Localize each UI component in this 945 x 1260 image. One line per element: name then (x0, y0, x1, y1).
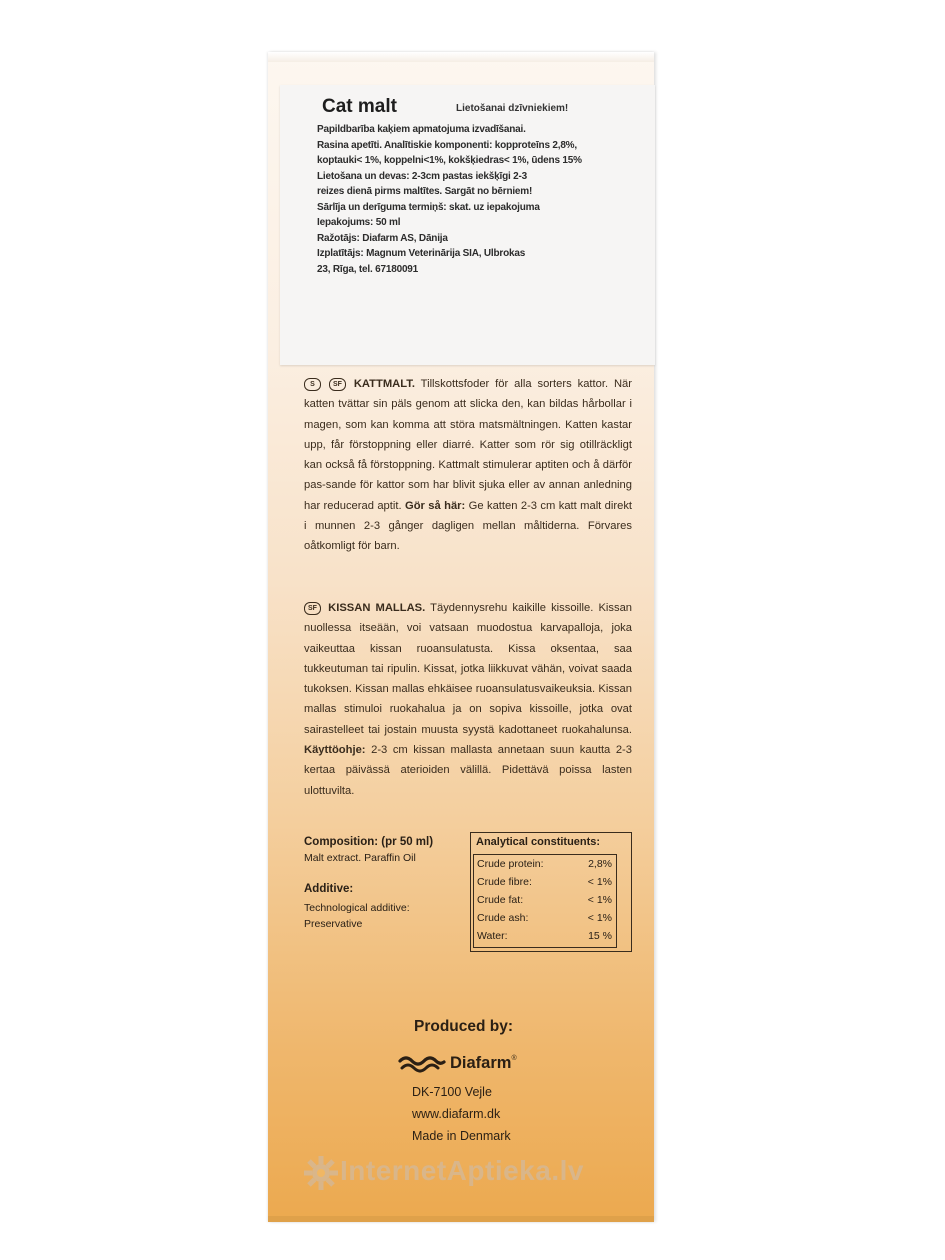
analytical-row (477, 876, 615, 892)
analytical-label: Crude fat: (477, 894, 524, 906)
analytical-label: Crude protein: (477, 858, 544, 870)
analytical-row (477, 912, 615, 928)
watermark-gear-icon (303, 1155, 339, 1191)
box-bottom-edge (268, 1216, 654, 1222)
diafarm-wave-logo-icon (398, 1053, 446, 1077)
producer-website: www.diafarm.dk (412, 1107, 501, 1121)
sticker-line: Papildbarība kaķiem apmatojuma izvadīšanai. (317, 124, 526, 135)
sticker-line: Izplatītājs: Magnum Veterinārija SIA, Ulbrokas (317, 248, 526, 259)
lang-badge-sf: SF (304, 602, 321, 615)
watermark-text: InternetAptieka.lv (340, 1155, 584, 1186)
swedish-how-label: Gör så här: (405, 499, 466, 512)
sticker-line: Ražotājs: Diafarm AS, Dānija (317, 232, 448, 244)
analytical-row (477, 858, 615, 874)
analytical-value: < 1% (587, 876, 612, 888)
analytical-title: Analytical constituents: (476, 836, 601, 848)
additive-line: Preservative (304, 918, 363, 930)
sticker-title: Cat malt (322, 96, 397, 117)
swedish-heading: KATTMALT. (353, 378, 415, 390)
analytical-value: < 1% (587, 912, 612, 924)
diafarm-brand-text: Diafarm (450, 1054, 512, 1072)
analytical-value: 15 % (588, 930, 612, 942)
producer-address: DK-7100 Vejle (412, 1085, 492, 1099)
analytical-label: Crude ash: (477, 912, 529, 924)
analytical-row (477, 930, 615, 946)
analytical-value: 2,8% (588, 858, 612, 870)
sticker-text (317, 122, 647, 277)
diafarm-brand (450, 1054, 517, 1073)
additive-text (304, 900, 410, 932)
swedish-paragraph (304, 374, 632, 557)
analytical-label: Crude fibre: (477, 876, 532, 888)
composition-text: Malt extract. Paraffin Oil (304, 852, 416, 864)
analytical-label: Water: (477, 930, 508, 942)
registered-mark: ® (511, 1055, 517, 1062)
sticker-line: Lietošana un devas: 2-3cm pastas iekšķīgi 2-3 (317, 170, 527, 182)
sticker-line: Rasina apetīti. Analītiskie komponenti: kopproteīns 2,8%, (317, 139, 577, 151)
lang-badge-s: S (304, 378, 321, 391)
finnish-text: Täydennysrehu kaikille kissoille. Kissan nuollessa itseään, voi vatsaan muodostua karvapalloja, joka vaikeuttaa kissan ruoansulatusta. Kissa oksentaa, saa tukkeutuman tai ripulin. Kissat, jotka liikkuvat vähän, voivat saada tukoksen. Kissan mallas ehkäisee ruoansulatusvaikeuksia. Kissan mallas stimuloi ruokahalua ja on sopiva kissoille, jotka ovat sairastelleet tai jostain muusta syystä kadottaneet ruokahalunsa. (304, 602, 633, 736)
swedish-instructions: Ge katten 2-3 cm katt malt direkt i munnen 2-3 gånger dagligen mellan måltiderna. Förvares oåtkomligt för barn. (304, 499, 633, 553)
sticker-subtitle: Lietošanai dzīvniekiem! (456, 103, 569, 114)
sticker-line: 23, Rīga, tel. 67180091 (317, 263, 419, 275)
additive-line: Technological additive: (304, 902, 410, 914)
sticker-line: reizes dienā pirms maltītes. Sargāt no bērniem! (317, 186, 533, 197)
composition-title: Composition: (pr 50 ml) (304, 836, 434, 848)
sticker-line: koptauki< 1%, koppelni<1%, kokšķiedras< 1%, ūdens 15% (317, 155, 582, 166)
lang-badge-sf: SF (329, 378, 346, 391)
analytical-row (477, 894, 615, 910)
finnish-paragraph (304, 598, 632, 801)
finnish-instructions: 2-3 cm kissan mallasta annetaan suun kautta 2-3 kertaa päivässä aterioiden välillä. Pidettävä poissa lasten ulottuvilta. (304, 744, 633, 797)
additive-title: Additive: (304, 883, 354, 895)
box-top-flap (268, 52, 654, 62)
sticker-line: Iepakojums: 50 ml (317, 217, 401, 228)
analytical-value: < 1% (587, 894, 612, 906)
produced-by-title: Produced by: (414, 1018, 514, 1035)
finnish-heading: KISSAN MALLAS. (328, 602, 426, 614)
finnish-usage-label: Käyttöohje: (304, 744, 366, 757)
producer-origin: Made in Denmark (412, 1129, 511, 1143)
sticker-line: Sārlīja un derīguma termiņš: skat. uz iepakojuma (317, 201, 540, 213)
swedish-text: Tillskottsfoder för alla sorters kattor. När katten tvättar sin päls genom att slicka den, kan bildas hårbollar i magen, som kan komma att störa matsmältningen. Katten kastar upp, får förstoppning eller diarré. Katter som rör sig otillräckligt kan också få förstoppning. Kattmalt stimulerar aptiten och å därför pas-sande för kattor som har blivit sjuka eller av annan anledning har reducerad aptit. (304, 378, 633, 512)
